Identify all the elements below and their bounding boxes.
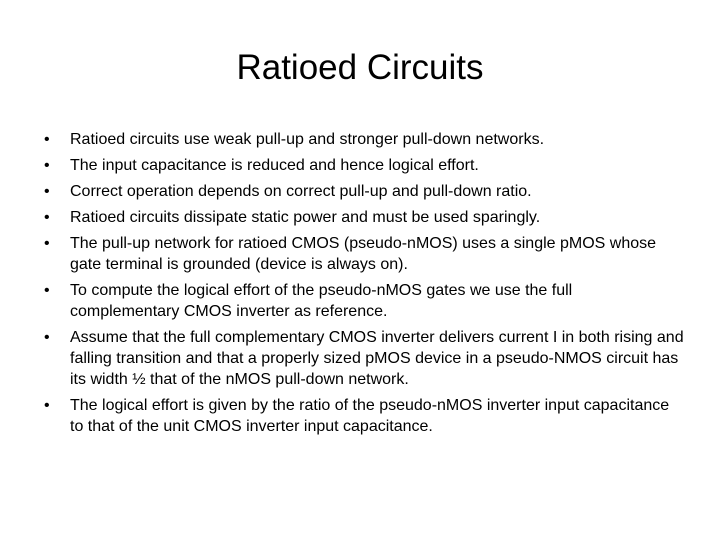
bullet-list — [44, 129, 684, 442]
bullet-text: Correct operation depends on correct pull-up and pull-down ratio. — [70, 183, 532, 200]
bullet-text: Assume that the full complementary CMOS inverter delivers current I in both rising and falling transition and that a properly sized pMOS device in a pseudo-NMOS circuit has its width ½ that of the nMOS pull-down network. — [70, 329, 684, 388]
bullet-item — [44, 233, 684, 275]
bullet-text: Ratioed circuits use weak pull-up and stronger pull-down networks. — [70, 131, 545, 148]
bullet-item — [44, 129, 684, 150]
bullet-item — [44, 395, 684, 437]
bullet-text: Ratioed circuits dissipate static power and must be used sparingly. — [70, 209, 541, 226]
bullet-marker: • — [44, 183, 50, 200]
bullet-item — [44, 327, 684, 390]
bullet-text: The logical effort is given by the ratio of the pseudo-nMOS inverter input capacitance to that of the unit CMOS inverter input capacitance. — [70, 397, 670, 435]
bullet-marker: • — [44, 397, 50, 414]
bullet-marker: • — [44, 282, 50, 299]
bullet-text: The input capacitance is reduced and hence logical effort. — [70, 157, 479, 174]
bullet-item — [44, 207, 684, 228]
bullet-marker: • — [44, 131, 50, 148]
bullet-item — [44, 155, 684, 176]
bullet-item — [44, 181, 684, 202]
bullet-text: The pull-up network for ratioed CMOS (pseudo-nMOS) uses a single pMOS whose gate terminal is grounded (device is always on). — [70, 235, 657, 273]
bullet-text: To compute the logical effort of the pseudo-nMOS gates we use the full complementary CMOS inverter as reference. — [70, 282, 573, 320]
bullet-marker: • — [44, 157, 50, 174]
bullet-marker: • — [44, 235, 50, 252]
bullet-marker: • — [44, 209, 50, 226]
bullet-marker: • — [44, 329, 50, 346]
bullet-item — [44, 280, 684, 322]
slide-title: Ratioed Circuits — [236, 48, 484, 87]
